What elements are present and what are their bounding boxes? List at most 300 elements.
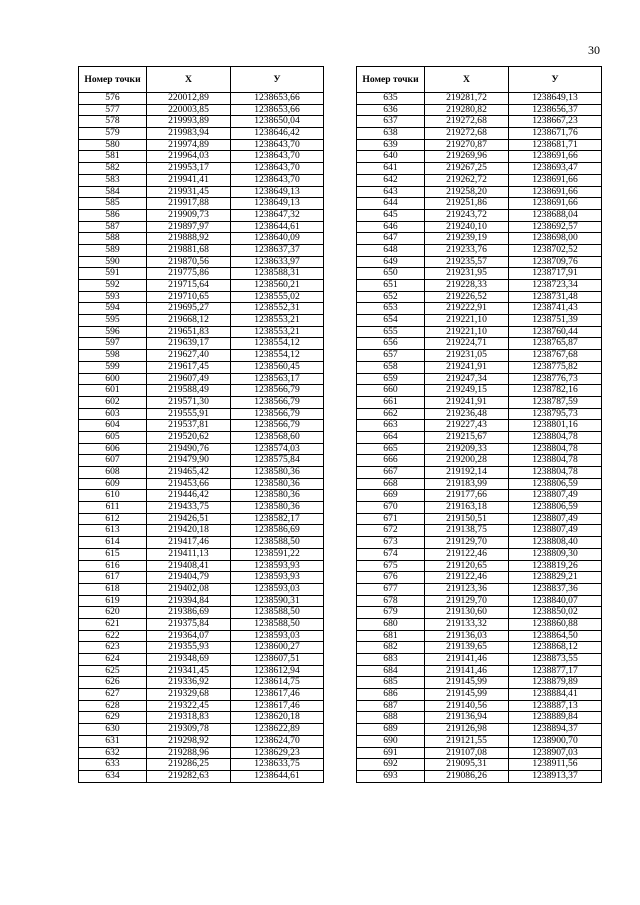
- table-row: [79, 338, 324, 350]
- table-row: [79, 221, 324, 233]
- y-cell: 1238620,18: [231, 712, 324, 724]
- table-row: [357, 548, 602, 560]
- y-cell: 1238593,03: [231, 630, 324, 642]
- point-number-cell: 610: [79, 490, 147, 502]
- table-row: [79, 233, 324, 245]
- y-cell: 1238643,70: [231, 151, 324, 163]
- point-number-cell: 624: [79, 654, 147, 666]
- table-row: [357, 350, 602, 362]
- point-number-cell: 655: [357, 326, 425, 338]
- point-number-cell: 676: [357, 572, 425, 584]
- y-cell: 1238806,59: [509, 502, 602, 514]
- x-cell: 219241,91: [425, 361, 509, 373]
- x-cell: 219375,84: [147, 618, 231, 630]
- point-number-cell: 606: [79, 443, 147, 455]
- point-number-cell: 595: [79, 315, 147, 327]
- header-y: У: [509, 67, 602, 93]
- y-cell: 1238688,04: [509, 209, 602, 221]
- point-number-cell: 670: [357, 502, 425, 514]
- point-number-cell: 650: [357, 268, 425, 280]
- table-row: [357, 303, 602, 315]
- x-cell: 219651,83: [147, 326, 231, 338]
- x-cell: 219129,70: [425, 537, 509, 549]
- x-cell: 219272,68: [425, 116, 509, 128]
- y-cell: 1238656,37: [509, 104, 602, 116]
- y-cell: 1238552,31: [231, 303, 324, 315]
- point-number-cell: 645: [357, 209, 425, 221]
- table-row: [357, 630, 602, 642]
- point-number-cell: 596: [79, 326, 147, 338]
- point-number-cell: 611: [79, 502, 147, 514]
- x-cell: 219909,73: [147, 209, 231, 221]
- point-number-cell: 671: [357, 513, 425, 525]
- table-row: [79, 572, 324, 584]
- y-cell: 1238787,59: [509, 396, 602, 408]
- point-number-cell: 581: [79, 151, 147, 163]
- table-row: [79, 537, 324, 549]
- header-y: У: [231, 67, 324, 93]
- y-cell: 1238593,93: [231, 572, 324, 584]
- table-row: [357, 291, 602, 303]
- x-cell: 219364,07: [147, 630, 231, 642]
- x-cell: 219228,33: [425, 280, 509, 292]
- table-row: [79, 654, 324, 666]
- y-cell: 1238691,66: [509, 151, 602, 163]
- table-row: [79, 280, 324, 292]
- y-cell: 1238702,52: [509, 244, 602, 256]
- x-cell: 219136,94: [425, 712, 509, 724]
- x-cell: 219122,46: [425, 572, 509, 584]
- x-cell: 219888,92: [147, 233, 231, 245]
- table-row: [79, 116, 324, 128]
- x-cell: 219931,45: [147, 186, 231, 198]
- x-cell: 219453,66: [147, 478, 231, 490]
- point-number-cell: 636: [357, 104, 425, 116]
- y-cell: 1238629,23: [231, 747, 324, 759]
- table-row: [79, 186, 324, 198]
- table-row: [357, 326, 602, 338]
- y-cell: 1238767,68: [509, 350, 602, 362]
- y-cell: 1238580,36: [231, 502, 324, 514]
- point-number-cell: 620: [79, 607, 147, 619]
- x-cell: 219262,72: [425, 174, 509, 186]
- table-row: [79, 256, 324, 268]
- point-number-cell: 693: [357, 770, 425, 782]
- y-cell: 1238667,23: [509, 116, 602, 128]
- y-cell: 1238566,79: [231, 385, 324, 397]
- y-cell: 1238873,55: [509, 654, 602, 666]
- point-number-cell: 649: [357, 256, 425, 268]
- x-cell: 219249,15: [425, 385, 509, 397]
- x-cell: 219974,89: [147, 139, 231, 151]
- table-row: [79, 326, 324, 338]
- y-cell: 1238580,36: [231, 478, 324, 490]
- y-cell: 1238588,50: [231, 537, 324, 549]
- y-cell: 1238698,00: [509, 233, 602, 245]
- point-number-cell: 590: [79, 256, 147, 268]
- y-cell: 1238590,31: [231, 595, 324, 607]
- point-number-cell: 667: [357, 467, 425, 479]
- point-number-cell: 632: [79, 747, 147, 759]
- y-cell: 1238650,04: [231, 116, 324, 128]
- x-cell: 219231,95: [425, 268, 509, 280]
- table-row: [357, 467, 602, 479]
- header-x: X: [147, 67, 231, 93]
- table-row: [357, 712, 602, 724]
- x-cell: 219192,14: [425, 467, 509, 479]
- point-number-cell: 615: [79, 548, 147, 560]
- x-cell: 219209,33: [425, 443, 509, 455]
- point-number-cell: 599: [79, 361, 147, 373]
- point-number-cell: 579: [79, 128, 147, 140]
- table-row: [357, 268, 602, 280]
- table-row: [79, 607, 324, 619]
- table-row: [79, 128, 324, 140]
- table-row: [79, 467, 324, 479]
- table-row: [79, 244, 324, 256]
- y-cell: 1238681,71: [509, 139, 602, 151]
- x-cell: 219177,66: [425, 490, 509, 502]
- x-cell: 219993,89: [147, 116, 231, 128]
- point-number-cell: 690: [357, 735, 425, 747]
- x-cell: 220003,85: [147, 104, 231, 116]
- y-cell: 1238765,87: [509, 338, 602, 350]
- y-cell: 1238776,73: [509, 373, 602, 385]
- table-row: [357, 537, 602, 549]
- point-number-cell: 585: [79, 198, 147, 210]
- table-row: [357, 455, 602, 467]
- table-row: [357, 583, 602, 595]
- x-cell: 219775,86: [147, 268, 231, 280]
- x-cell: 219267,25: [425, 163, 509, 175]
- table-row: [357, 607, 602, 619]
- point-number-cell: 652: [357, 291, 425, 303]
- point-number-cell: 612: [79, 513, 147, 525]
- x-cell: 219270,87: [425, 139, 509, 151]
- point-number-cell: 677: [357, 583, 425, 595]
- x-cell: 219588,49: [147, 385, 231, 397]
- point-number-cell: 668: [357, 478, 425, 490]
- table-row: [357, 163, 602, 175]
- point-number-cell: 605: [79, 431, 147, 443]
- x-cell: 219341,45: [147, 665, 231, 677]
- y-cell: 1238837,36: [509, 583, 602, 595]
- point-number-cell: 578: [79, 116, 147, 128]
- point-number-cell: 577: [79, 104, 147, 116]
- x-cell: 219221,10: [425, 315, 509, 327]
- y-cell: 1238819,26: [509, 560, 602, 572]
- y-cell: 1238900,70: [509, 735, 602, 747]
- point-number-cell: 679: [357, 607, 425, 619]
- table-row: [357, 513, 602, 525]
- point-number-cell: 653: [357, 303, 425, 315]
- y-cell: 1238633,75: [231, 759, 324, 771]
- y-cell: 1238607,51: [231, 654, 324, 666]
- y-cell: 1238691,66: [509, 174, 602, 186]
- table-row: [357, 408, 602, 420]
- table-row: [357, 186, 602, 198]
- y-cell: 1238600,27: [231, 642, 324, 654]
- y-cell: 1238807,49: [509, 525, 602, 537]
- x-cell: 219150,51: [425, 513, 509, 525]
- table-row: [357, 385, 602, 397]
- point-number-cell: 660: [357, 385, 425, 397]
- point-number-cell: 659: [357, 373, 425, 385]
- point-number-cell: 617: [79, 572, 147, 584]
- table-row: [79, 560, 324, 572]
- x-cell: 219288,96: [147, 747, 231, 759]
- x-cell: 219141,46: [425, 665, 509, 677]
- x-cell: 219139,65: [425, 642, 509, 654]
- y-cell: 1238671,76: [509, 128, 602, 140]
- point-number-cell: 597: [79, 338, 147, 350]
- y-cell: 1238653,66: [231, 104, 324, 116]
- x-cell: 219107,08: [425, 747, 509, 759]
- table-row: [357, 770, 602, 782]
- table-row: [79, 291, 324, 303]
- table-row: [357, 689, 602, 701]
- y-cell: 1238804,78: [509, 467, 602, 479]
- x-cell: 219235,57: [425, 256, 509, 268]
- table-row: [79, 747, 324, 759]
- x-cell: 219520,62: [147, 431, 231, 443]
- y-cell: 1238646,42: [231, 128, 324, 140]
- x-cell: 219215,67: [425, 431, 509, 443]
- y-cell: 1238593,93: [231, 560, 324, 572]
- x-cell: 219126,98: [425, 724, 509, 736]
- coordinates-table-right: [356, 66, 602, 783]
- table-row: [357, 618, 602, 630]
- x-cell: 219286,25: [147, 759, 231, 771]
- point-number-cell: 607: [79, 455, 147, 467]
- table-row: [357, 642, 602, 654]
- y-cell: 1238614,75: [231, 677, 324, 689]
- y-cell: 1238553,21: [231, 326, 324, 338]
- point-number-cell: 647: [357, 233, 425, 245]
- table-row: [79, 724, 324, 736]
- table-row: [79, 373, 324, 385]
- point-number-cell: 582: [79, 163, 147, 175]
- point-number-cell: 633: [79, 759, 147, 771]
- point-number-cell: 630: [79, 724, 147, 736]
- y-cell: 1238637,37: [231, 244, 324, 256]
- table-row: [79, 198, 324, 210]
- x-cell: 219953,17: [147, 163, 231, 175]
- point-number-cell: 609: [79, 478, 147, 490]
- y-cell: 1238554,12: [231, 350, 324, 362]
- table-row: [357, 560, 602, 572]
- table-row: [79, 770, 324, 782]
- y-cell: 1238709,76: [509, 256, 602, 268]
- point-number-cell: 692: [357, 759, 425, 771]
- table-row: [79, 443, 324, 455]
- x-cell: 219282,63: [147, 770, 231, 782]
- x-cell: 219408,41: [147, 560, 231, 572]
- y-cell: 1238692,57: [509, 221, 602, 233]
- table-row: [357, 373, 602, 385]
- point-number-cell: 631: [79, 735, 147, 747]
- x-cell: 219404,79: [147, 572, 231, 584]
- y-cell: 1238907,03: [509, 747, 602, 759]
- y-cell: 1238760,44: [509, 326, 602, 338]
- y-cell: 1238723,34: [509, 280, 602, 292]
- point-number-cell: 580: [79, 139, 147, 151]
- point-number-cell: 587: [79, 221, 147, 233]
- x-cell: 219402,08: [147, 583, 231, 595]
- y-cell: 1238617,46: [231, 700, 324, 712]
- point-number-cell: 625: [79, 665, 147, 677]
- table-row: [79, 618, 324, 630]
- table-row: [79, 385, 324, 397]
- table-row: [79, 315, 324, 327]
- table-row: [79, 163, 324, 175]
- point-number-cell: 584: [79, 186, 147, 198]
- coordinates-table-left: [78, 66, 324, 783]
- x-cell: 219329,68: [147, 689, 231, 701]
- y-cell: 1238644,61: [231, 221, 324, 233]
- y-cell: 1238864,50: [509, 630, 602, 642]
- table-row: [79, 431, 324, 443]
- y-cell: 1238653,66: [231, 93, 324, 105]
- point-number-cell: 666: [357, 455, 425, 467]
- table-row: [357, 209, 602, 221]
- y-cell: 1238884,41: [509, 689, 602, 701]
- x-cell: 219881,68: [147, 244, 231, 256]
- table-row: [79, 303, 324, 315]
- table-row: [357, 198, 602, 210]
- point-number-cell: 663: [357, 420, 425, 432]
- y-cell: 1238591,22: [231, 548, 324, 560]
- point-number-cell: 586: [79, 209, 147, 221]
- point-number-cell: 618: [79, 583, 147, 595]
- point-number-cell: 661: [357, 396, 425, 408]
- point-number-cell: 598: [79, 350, 147, 362]
- point-number-cell: 639: [357, 139, 425, 151]
- y-cell: 1238643,70: [231, 139, 324, 151]
- x-cell: 219269,96: [425, 151, 509, 163]
- y-cell: 1238574,03: [231, 443, 324, 455]
- y-cell: 1238588,50: [231, 607, 324, 619]
- point-number-cell: 675: [357, 560, 425, 572]
- header-point-number: Номер точки: [79, 67, 147, 93]
- point-number-cell: 635: [357, 93, 425, 105]
- point-number-cell: 604: [79, 420, 147, 432]
- x-cell: 219309,78: [147, 724, 231, 736]
- y-cell: 1238643,70: [231, 174, 324, 186]
- table-row: [79, 361, 324, 373]
- x-cell: 219221,10: [425, 326, 509, 338]
- point-number-cell: 601: [79, 385, 147, 397]
- x-cell: 219348,69: [147, 654, 231, 666]
- point-number-cell: 642: [357, 174, 425, 186]
- x-cell: 219897,97: [147, 221, 231, 233]
- x-cell: 219140,56: [425, 700, 509, 712]
- point-number-cell: 646: [357, 221, 425, 233]
- table-row: [79, 209, 324, 221]
- table-row: [79, 151, 324, 163]
- x-cell: 219123,36: [425, 583, 509, 595]
- y-cell: 1238640,09: [231, 233, 324, 245]
- x-cell: 219130,60: [425, 607, 509, 619]
- point-number-cell: 594: [79, 303, 147, 315]
- table-row: [79, 268, 324, 280]
- table-row: [79, 104, 324, 116]
- table-row: [357, 315, 602, 327]
- table-row: [357, 233, 602, 245]
- x-cell: 219138,75: [425, 525, 509, 537]
- x-cell: 219710,65: [147, 291, 231, 303]
- y-cell: 1238879,89: [509, 677, 602, 689]
- table-row: [357, 478, 602, 490]
- point-number-cell: 683: [357, 654, 425, 666]
- y-cell: 1238751,39: [509, 315, 602, 327]
- y-cell: 1238801,16: [509, 420, 602, 432]
- y-cell: 1238554,12: [231, 338, 324, 350]
- table-row: [79, 174, 324, 186]
- point-number-cell: 628: [79, 700, 147, 712]
- point-number-cell: 688: [357, 712, 425, 724]
- header-point-number: Номер точки: [357, 67, 425, 93]
- point-number-cell: 622: [79, 630, 147, 642]
- x-cell: 219281,72: [425, 93, 509, 105]
- point-number-cell: 621: [79, 618, 147, 630]
- table-row: [357, 759, 602, 771]
- x-cell: 219668,12: [147, 315, 231, 327]
- x-cell: 219227,43: [425, 420, 509, 432]
- y-cell: 1238566,79: [231, 396, 324, 408]
- table-row: [357, 139, 602, 151]
- point-number-cell: 603: [79, 408, 147, 420]
- point-number-cell: 664: [357, 431, 425, 443]
- y-cell: 1238566,79: [231, 420, 324, 432]
- point-number-cell: 669: [357, 490, 425, 502]
- table-row: [79, 513, 324, 525]
- point-number-cell: 638: [357, 128, 425, 140]
- point-number-cell: 614: [79, 537, 147, 549]
- x-cell: 219386,69: [147, 607, 231, 619]
- y-cell: 1238877,17: [509, 665, 602, 677]
- x-cell: 219141,46: [425, 654, 509, 666]
- table-row: [79, 677, 324, 689]
- table-row: [357, 361, 602, 373]
- point-number-cell: 641: [357, 163, 425, 175]
- y-cell: 1238693,47: [509, 163, 602, 175]
- x-cell: 219145,99: [425, 677, 509, 689]
- table-row: [357, 151, 602, 163]
- y-cell: 1238860,88: [509, 618, 602, 630]
- point-number-cell: 657: [357, 350, 425, 362]
- point-number-cell: 589: [79, 244, 147, 256]
- table-row: [79, 350, 324, 362]
- y-cell: 1238806,59: [509, 478, 602, 490]
- y-cell: 1238913,37: [509, 770, 602, 782]
- y-cell: 1238633,97: [231, 256, 324, 268]
- x-cell: 219426,51: [147, 513, 231, 525]
- y-cell: 1238807,49: [509, 513, 602, 525]
- y-cell: 1238582,17: [231, 513, 324, 525]
- y-cell: 1238804,78: [509, 443, 602, 455]
- x-cell: 219639,17: [147, 338, 231, 350]
- x-cell: 219183,99: [425, 478, 509, 490]
- y-cell: 1238560,45: [231, 361, 324, 373]
- table-row: [357, 654, 602, 666]
- table-row: [79, 490, 324, 502]
- point-number-cell: 588: [79, 233, 147, 245]
- y-cell: 1238588,50: [231, 618, 324, 630]
- table-row: [79, 455, 324, 467]
- table-row: [357, 677, 602, 689]
- point-number-cell: 678: [357, 595, 425, 607]
